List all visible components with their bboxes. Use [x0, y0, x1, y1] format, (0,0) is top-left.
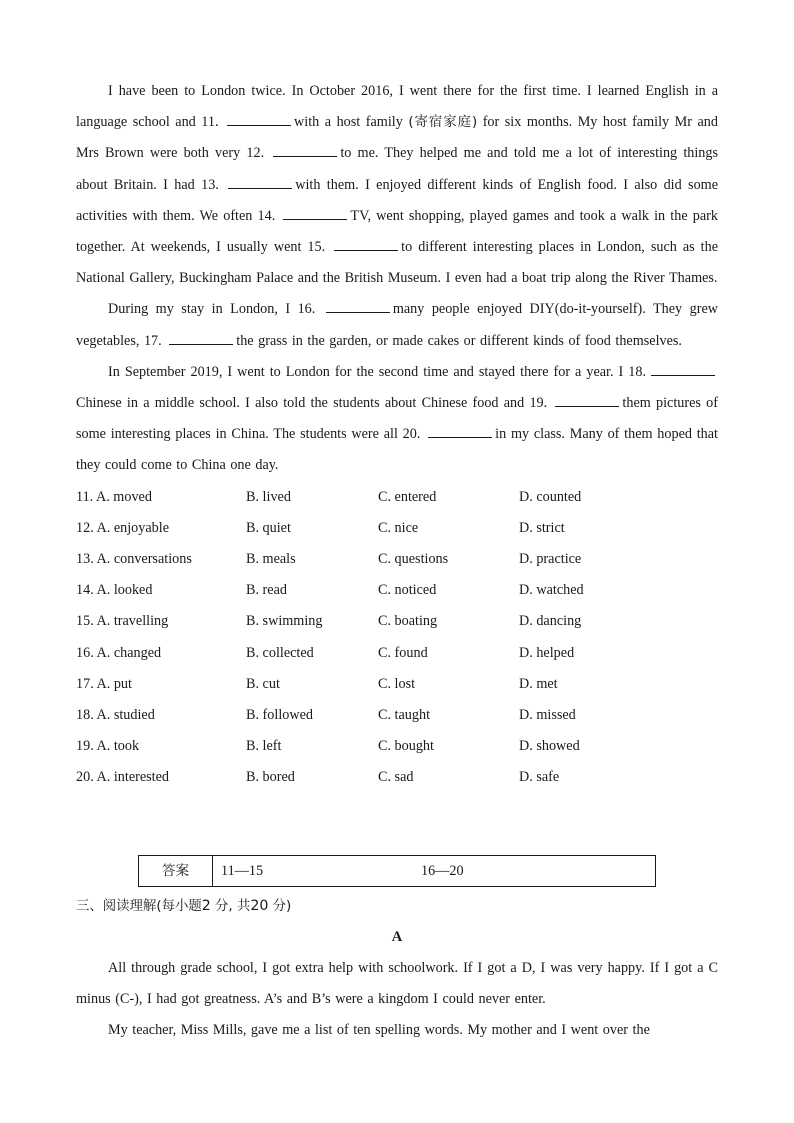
blank-18[interactable]	[651, 363, 715, 376]
option-row-14: 14. A. looked B. read C. noticed D. watched	[76, 582, 584, 599]
option-row-20: 20. A. interested B. bored C. sad D. safe	[76, 769, 560, 786]
option-row-19: 19. A. took B. left C. bought D. showed	[76, 738, 580, 755]
option-row-12: 12. A. enjoyable B. quiet C. nice D. strict	[76, 519, 565, 536]
option-row-11: 11. A. moved B. lived C. entered D. counted	[76, 488, 582, 505]
blank-20[interactable]	[428, 425, 492, 438]
blank-19[interactable]	[555, 394, 619, 407]
blank-16[interactable]	[326, 300, 390, 313]
option-row-18: 18. A. studied B. followed C. taught D. missed	[76, 706, 576, 723]
option-row-17: 17. A. put B. cut C. lost D. met	[76, 675, 558, 692]
section-heading-reading: 三、阅读理解(每小题2 分, 共20 分)	[76, 898, 292, 914]
blank-14[interactable]	[283, 207, 347, 220]
answer-table	[138, 855, 656, 887]
passage-label: A	[391, 929, 403, 945]
cloze-passage	[76, 76, 718, 794]
blank-15[interactable]	[334, 238, 398, 251]
blank-12[interactable]	[273, 144, 337, 157]
reading-passage-a	[76, 953, 718, 1047]
answer-label: 答案	[139, 856, 213, 886]
blank-13[interactable]	[228, 176, 292, 189]
reading-paragraph-2: My teacher, Miss Mills, gave me a list of ten spelling words. My mother and I went over the	[108, 1022, 650, 1039]
options-list	[76, 482, 718, 794]
cloze-paragraph-1: I have been to London twice. In October 2016, I went there for the first time. I learned English in a language school and 11. with a host family (寄宿家庭) for six months. My host family Mr and Mrs Brown were both very 12. to me. They helped me and told me a lot of interesting things about Britain. I had 13. with them. I enjoyed different kinds of English food. I also did some activities with them. We often 14. TV, went shopping, played games and took a walk in the park together. At weekends, I usually went 15. to different interesting places in London, such as the National Gallery, Buckingham Palace and the British Museum. I even had a boat trip along the River Thames.	[76, 83, 719, 287]
answer-range-11-15[interactable]: 11—15	[221, 863, 264, 879]
cloze-paragraph-2: During my stay in London, I 16. many people enjoyed DIY(do-it-yourself). They grew vegetables, 17. the grass in the garden, or made cakes or different kinds of food themselves.	[76, 301, 718, 349]
option-row-16: 16. A. changed B. collected C. found D. helped	[76, 644, 575, 661]
answer-range-16-20[interactable]: 16—20	[421, 863, 464, 879]
option-row-15: 15. A. travelling B. swimming C. boating D. dancing	[76, 613, 582, 630]
cloze-paragraph-3: In September 2019, I went to London for the second time and stayed there for a year. I 18. Chinese in a middle school. I also told the students about Chinese food and 19. them pictures of some interesting places in China. The students were all 20. in my class. Many of them hoped that they could come to China one day.	[76, 363, 718, 474]
reading-paragraph-1: All through grade school, I got extra help with schoolwork. If I got a D, I was very happy. If I got a C minus (C-), I had got greatness. A’s and B’s were a kingdom I could never enter.	[76, 960, 718, 1008]
blank-17[interactable]	[169, 332, 233, 345]
blank-11[interactable]	[227, 113, 291, 126]
option-row-13: 13. A. conversations B. meals C. questions D. practice	[76, 551, 582, 568]
